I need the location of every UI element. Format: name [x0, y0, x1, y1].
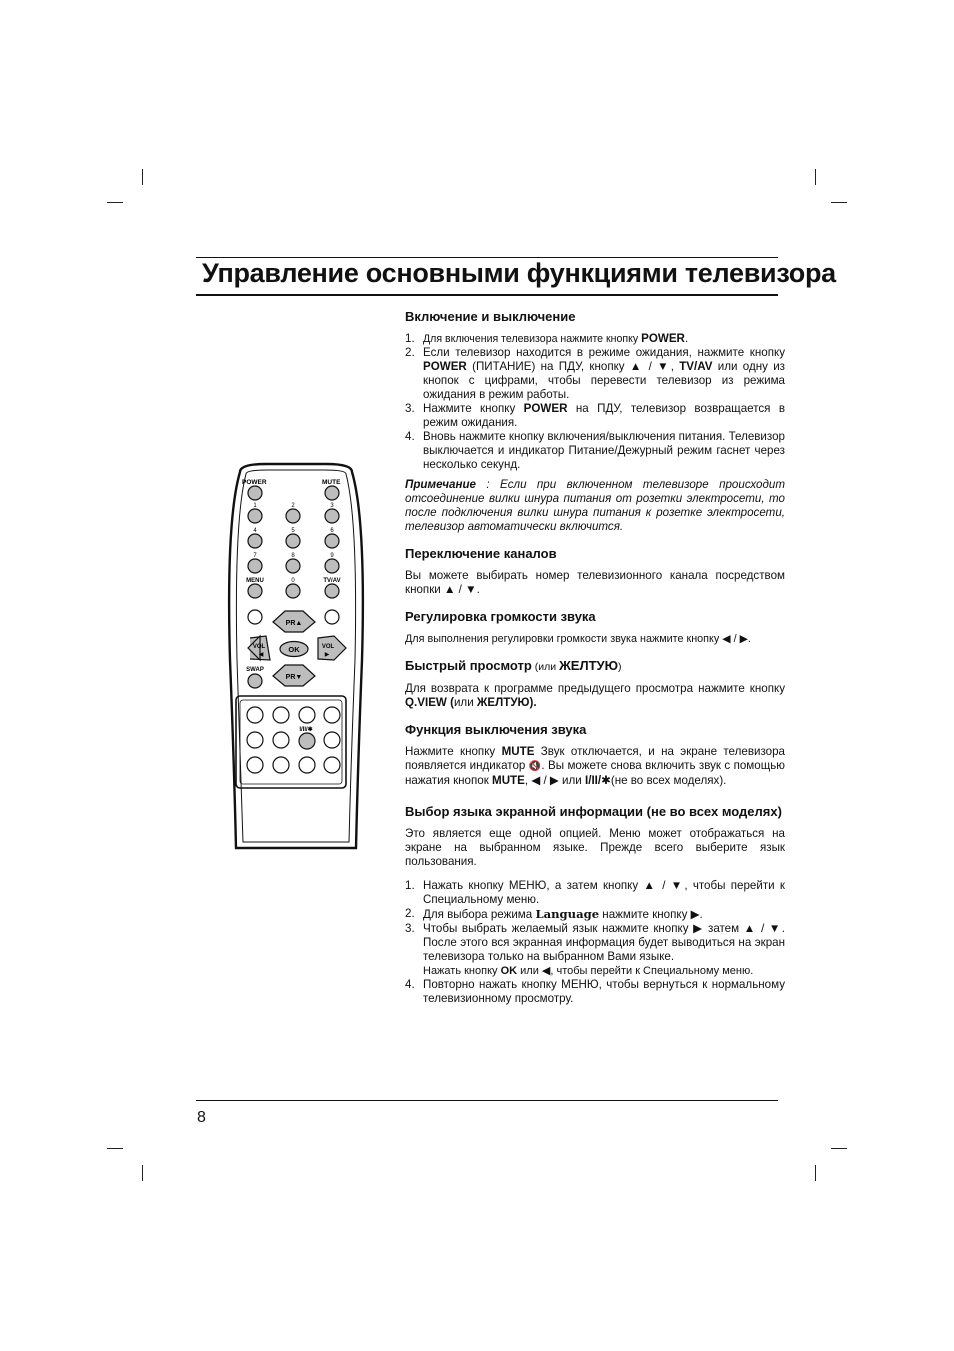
remote-vol-left-label: VOL — [252, 644, 266, 650]
text: Нажать кнопку — [423, 965, 501, 977]
section-volume — [405, 609, 785, 646]
remote-digit-0-label: 0 — [291, 578, 295, 584]
text-bold: POWER — [523, 402, 568, 415]
text: Для возврата к программе предыдущего просмотра нажмите кнопку — [405, 682, 785, 695]
heading-suffix-bold: ЖЕЛТУЮ — [559, 658, 619, 673]
remote-digit-9-label: 9 — [330, 553, 334, 559]
remote-vol-left-arrow: ◀ — [258, 652, 264, 658]
section-channels-text: Вы можете выбирать номер телевизионного канала посредством кнопки ▲ / ▼. — [405, 569, 785, 596]
title-bottom-rule — [196, 294, 778, 296]
crop-mark — [815, 169, 816, 185]
text: Нажать кнопку МЕНЮ, а затем кнопку ▲ / ▼, чтобы перейти к Специальному меню. — [423, 879, 785, 906]
list-item — [405, 402, 785, 430]
text: на ПДУ, телевизор возвращается в режим ожидания. — [423, 402, 786, 429]
section-mute-text — [405, 745, 785, 788]
remote-digit-4-label: 4 — [253, 528, 257, 534]
list-number: 3. — [405, 922, 415, 935]
remote-swap-label: SWAP — [246, 667, 264, 673]
remote-lower-button[interactable] — [299, 757, 315, 773]
text: Вновь нажмите кнопку включения/выключения питания. Телевизор выключается и индикатор Питание/Дежурный режим гаснет через несколько секунд. — [423, 430, 785, 471]
heading-suffix: (или — [531, 661, 560, 673]
section-power-heading: Включение и выключение — [405, 309, 576, 324]
text-bold: MUTE — [501, 745, 535, 758]
remote-lower-button[interactable] — [324, 732, 340, 748]
list-number: 4. — [405, 430, 415, 443]
power-note — [405, 478, 785, 534]
section-quickview-heading — [405, 658, 785, 675]
remote-i-ii-label: I/II/✱ — [299, 727, 313, 733]
text: Чтобы выбрать желаемый язык нажмите кнопку ▶ затем ▲ / ▼. После этого вся экранная информация будет выводиться на экран телевизора только на выбранном Вами языке. — [423, 922, 785, 963]
heading-text: Быстрый просмотр — [405, 658, 532, 673]
section-mute — [405, 722, 785, 788]
list-item — [405, 922, 785, 978]
remote-digit-3-button[interactable] — [325, 509, 339, 523]
text: нажмите кнопку ▶. — [599, 908, 703, 921]
remote-digit-6-label: 6 — [330, 528, 334, 534]
remote-digit-7-button[interactable] — [248, 559, 262, 573]
section-power — [405, 309, 785, 534]
footer-rule — [196, 1100, 778, 1101]
text-bold: POWER — [423, 360, 467, 373]
text-bold: TV/AV — [679, 360, 713, 373]
remote-digit-5-label: 5 — [291, 528, 295, 534]
text: или ◀, чтобы перейти к Специальному меню. — [517, 965, 754, 977]
section-volume-text: Для выполнения регулировки громкости звука нажмите кнопку ◀ / ▶. — [405, 633, 751, 645]
remote-vol-right-label: VOL — [321, 644, 335, 650]
mute-indicator-icon: 🔇 — [528, 761, 542, 772]
instructions-column — [405, 309, 785, 1018]
list-item — [405, 430, 785, 472]
list-item — [405, 332, 785, 346]
text-bold: OK — [500, 965, 518, 977]
heading-suffix-end: ) — [618, 661, 622, 673]
text: (ПИТАНИЕ) на ПДУ, кнопку ▲ / ▼, — [466, 360, 680, 373]
section-language — [405, 804, 785, 1006]
crop-mark — [142, 169, 143, 185]
section-quickview-text — [405, 682, 785, 710]
text: . — [684, 332, 689, 345]
remote-vol-right-arrow: ▶ — [324, 652, 330, 658]
crop-mark — [831, 202, 847, 203]
list-number: 1. — [405, 879, 415, 892]
text: Звук отключается, и на экране телевизора появляется индикатор — [405, 745, 785, 772]
section-channels — [405, 546, 785, 597]
remote-digit-8-label: 8 — [291, 553, 295, 559]
section-quickview — [405, 658, 785, 710]
remote-digit-4-button[interactable] — [248, 534, 262, 548]
remote-ok-label: OK — [288, 645, 300, 654]
remote-power-button[interactable] — [248, 486, 262, 500]
remote-blank-button[interactable] — [248, 610, 262, 624]
remote-menu-label: MENU — [246, 578, 264, 584]
crop-mark — [107, 202, 123, 203]
text: Для выбора режима — [423, 908, 536, 921]
list-number: 3. — [405, 402, 415, 415]
page-number: 8 — [197, 1109, 206, 1126]
text: или одну из кнопок с цифрами, чтобы перевести телевизор из режима ожидания в режим работы. — [423, 360, 785, 401]
list-number: 2. — [405, 907, 415, 920]
note-label: Примечание — [405, 478, 476, 491]
remote-tvav-label: TV/AV — [323, 578, 341, 584]
section-volume-heading: Регулировка громкости звука — [405, 609, 596, 624]
remote-control-illustration — [226, 460, 366, 860]
section-language-intro: Это является еще одной опцией. Меню может отображаться на экране на выбранном языке. Прежде всего выберите язык пользования. — [405, 827, 785, 868]
remote-swap-button[interactable] — [248, 674, 262, 688]
remote-digit-0-button[interactable] — [286, 584, 300, 598]
text-bold: ЖЕЛТУЮ). — [476, 696, 537, 709]
section-mute-heading: Функция выключения звука — [405, 722, 587, 737]
section-channels-heading: Переключение каналов — [405, 546, 557, 561]
text: Для включения телевизора нажмите кнопку — [423, 333, 642, 345]
remote-pr-up-label: PR▲ — [285, 620, 303, 627]
section-language-heading: Выбор языка экранной информации (не во всех моделях) — [405, 804, 782, 819]
remote-lower-button[interactable] — [247, 757, 263, 773]
remote-mute-button[interactable] — [325, 486, 339, 500]
remote-lower-button[interactable] — [247, 707, 263, 723]
remote-digit-9-button[interactable] — [325, 559, 339, 573]
remote-blank-button[interactable] — [325, 610, 339, 624]
text: Если телевизор находится в режиме ожидания, нажмите кнопку — [423, 346, 785, 359]
crop-mark — [831, 1148, 847, 1149]
remote-digit-2-button[interactable] — [286, 509, 300, 523]
text: или — [453, 696, 477, 709]
list-item — [405, 346, 785, 402]
page-title: Управление основными функциями телевизора — [202, 258, 836, 288]
text-bold: Q.VIEW ( — [405, 696, 454, 709]
remote-digit-5-button[interactable] — [286, 534, 300, 548]
language-steps — [405, 879, 785, 1006]
text: . Вы можете снова включить звук с помощью нажатия кнопок — [405, 759, 786, 787]
remote-lower-button[interactable] — [273, 732, 289, 748]
remote-pr-down-label: PR▼ — [285, 674, 303, 681]
remote-digit-2-label: 2 — [291, 503, 295, 509]
text-bold: MUTE — [492, 774, 525, 787]
text-bold: I/II/✱ — [585, 774, 611, 787]
remote-lower-button[interactable] — [273, 757, 289, 773]
text: Нажмите кнопку — [423, 402, 524, 415]
crop-mark — [142, 1165, 143, 1181]
remote-mute-label: MUTE — [322, 479, 341, 486]
remote-tvav-button[interactable] — [325, 584, 339, 598]
list-number: 1. — [405, 332, 415, 345]
remote-menu-button[interactable] — [248, 584, 262, 598]
text-bold: POWER — [641, 332, 685, 345]
remote-digit-3-label: 3 — [330, 503, 334, 509]
remote-digit-1-label: 1 — [253, 503, 257, 509]
list-number: 2. — [405, 346, 415, 359]
text: , ◀ / ▶ или — [524, 774, 585, 787]
remote-digit-7-label: 7 — [253, 553, 257, 559]
list-number: 4. — [405, 978, 415, 991]
list-item — [405, 879, 785, 907]
list-item — [405, 978, 785, 1006]
remote-lower-button[interactable] — [247, 732, 263, 748]
remote-lower-button[interactable] — [299, 707, 315, 723]
remote-lower-button[interactable] — [273, 707, 289, 723]
remote-digit-1-button[interactable] — [248, 509, 262, 523]
remote-digit-6-button[interactable] — [325, 534, 339, 548]
remote-lower-button[interactable] — [324, 757, 340, 773]
crop-mark — [107, 1148, 123, 1149]
remote-power-label: POWER — [242, 479, 267, 486]
text: Нажмите кнопку — [405, 745, 502, 758]
remote-i-ii-button[interactable] — [299, 733, 315, 749]
crop-mark — [815, 1165, 816, 1181]
text: Повторно нажать кнопку МЕНЮ, чтобы вернуться к нормальному телевизионному просмотру. — [423, 978, 785, 1005]
list-item — [405, 907, 785, 922]
text: (не во всех моделях). — [610, 774, 727, 787]
note-text: : Если при включенном телевизоре происходит отсоединение вилки шнура питания от розетки электросети, то после подключения вилки шнура питания к розетке электросети, телевизор автоматически включится. — [405, 478, 785, 533]
remote-digit-8-button[interactable] — [286, 559, 300, 573]
remote-lower-button[interactable] — [324, 707, 340, 723]
text-bold: Language — [535, 907, 600, 921]
power-steps — [405, 332, 785, 472]
